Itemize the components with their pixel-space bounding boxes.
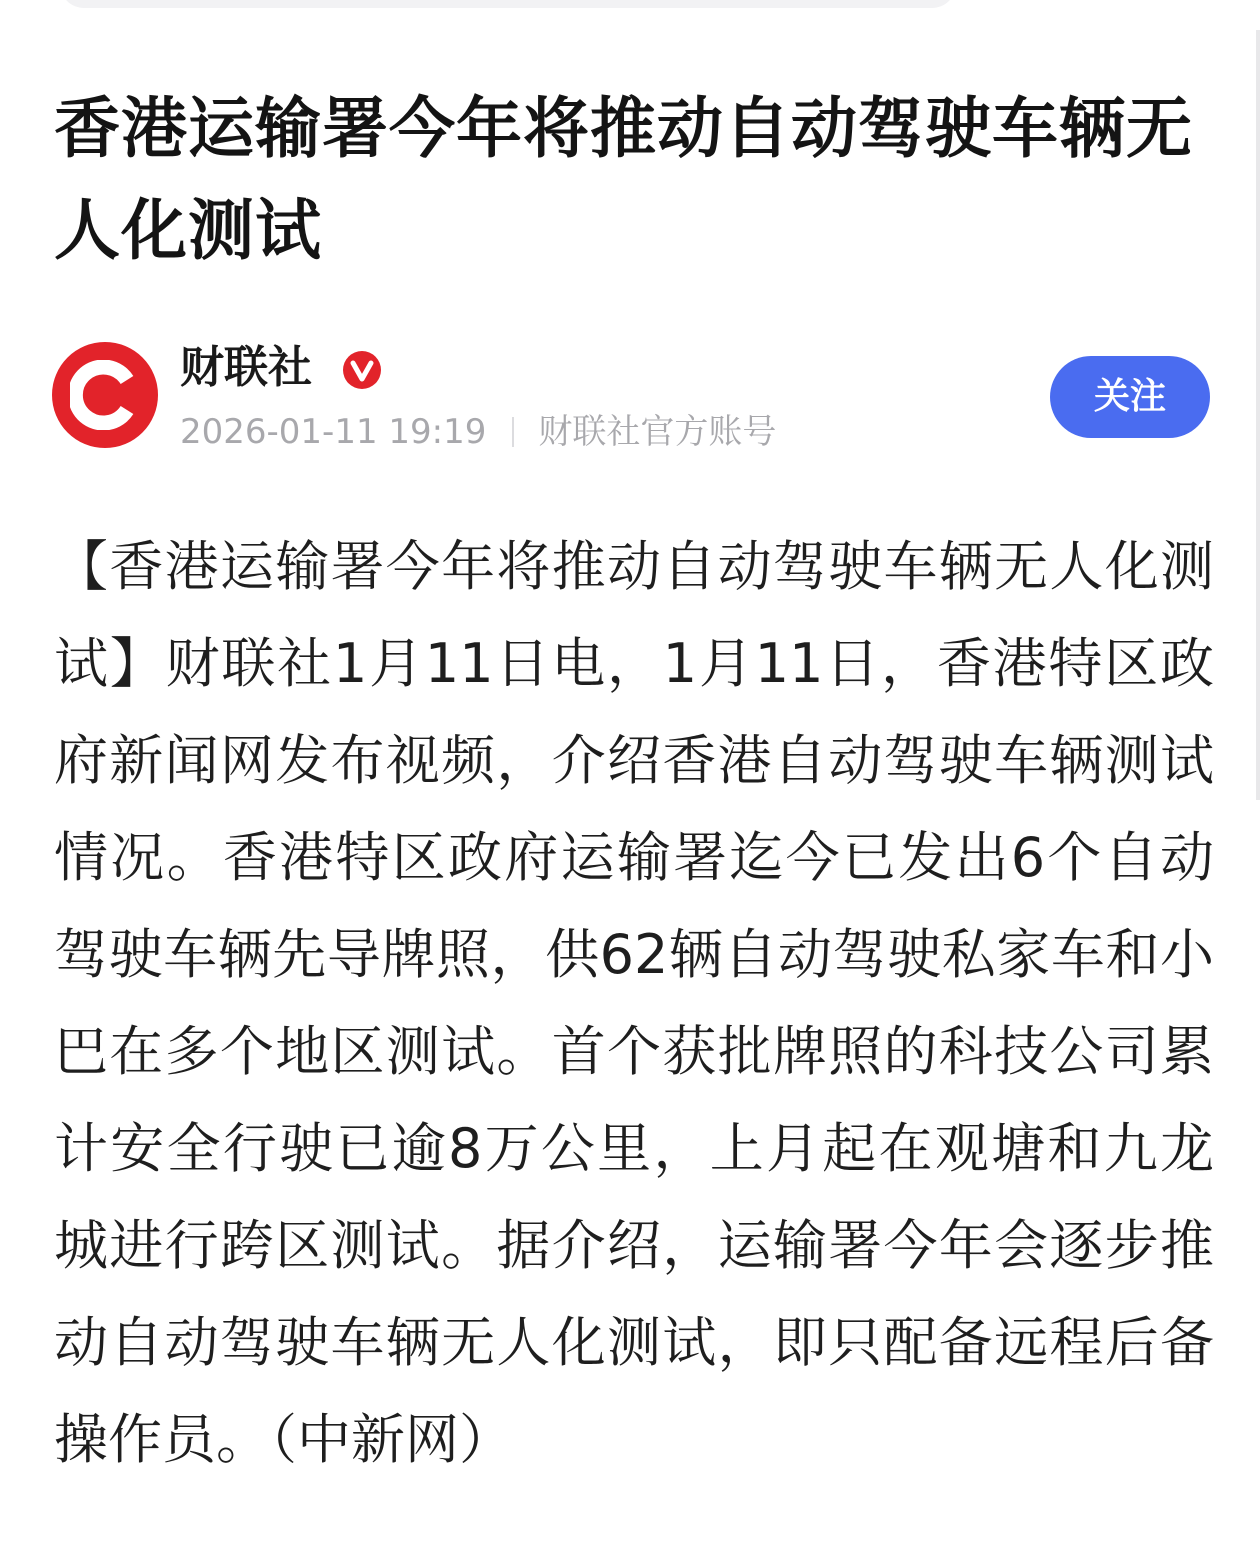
top-search-bar[interactable] xyxy=(60,0,956,8)
author-name[interactable]: 财联社 xyxy=(180,342,312,393)
article-body: 【香港运输署今年将推动自动驾驶车辆无人化测试】财联社1月11日电，1月11日，香港特区政府新闻网发布视频，介绍香港自动驾驶车辆测试情况。香港特区政府运输署迄今已发出6个自动驾驶车辆先导牌照，供62辆自动驾驶私家车和小巴在多个地区测试。首个获批牌照的科技公司累计安全行驶已逾8万公里，上月起在观塘和九龙城进行跨区测试。据介绍，运输署今年会逐步推动自动驾驶车辆无人化测试，即只配备远程后备操作员。（中新网） xyxy=(54,535,1214,1471)
author-avatar[interactable] xyxy=(52,342,158,448)
meta-divider xyxy=(512,417,514,447)
follow-button[interactable]: 关注 xyxy=(1050,356,1210,438)
scrollbar[interactable] xyxy=(1256,30,1260,800)
cailianshe-logo-icon xyxy=(70,360,140,430)
author-meta xyxy=(180,410,776,454)
verified-v-icon xyxy=(342,350,382,390)
article-title: 香港运输署今年将推动自动驾驶车辆无人化测试 xyxy=(54,90,1193,269)
author-row xyxy=(52,338,1212,458)
account-type-label: 财联社官方账号 xyxy=(538,412,777,452)
publish-timestamp: 2026-01-11 19:19 xyxy=(180,412,487,452)
